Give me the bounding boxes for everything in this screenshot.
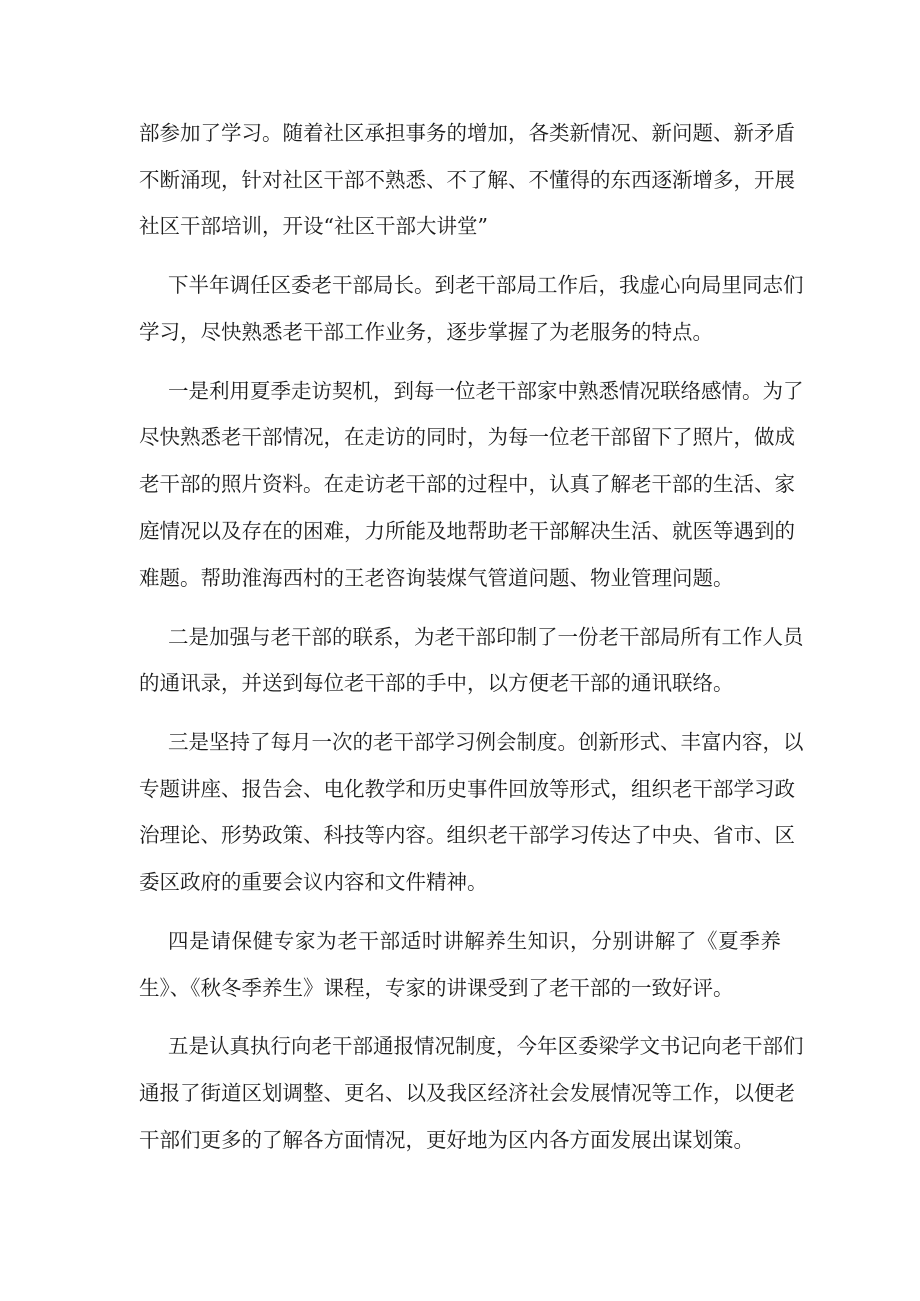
paragraph-6-line-1: 四是请保健专家为老干部适时讲解养生知识，分别讲解了《夏季养	[168, 929, 781, 953]
paragraph-3-line-2: 尽快熟悉老干部情况，在走访的同时，为每一位老干部留下了照片，做成	[139, 425, 795, 449]
paragraph-6-line-2: 生》、《秋冬季养生》课程，专家的讲课受到了老干部的一致好评。	[139, 976, 734, 1000]
paragraph-2-line-2: 学习，尽快熟悉老干部工作业务，逐步掌握了为老服务的特点。	[139, 320, 713, 344]
paragraph-4-line-1: 二是加强与老干部的联系，为老干部印制了一份老干部局所有工作人员	[168, 625, 804, 649]
paragraph-1-line-1: 部参加了学习。随着社区承担事务的增加，各类新情况、新问题、新矛盾	[139, 121, 795, 145]
paragraph-3-line-4: 庭情况以及存在的困难，力所能及地帮助老干部解决生活、就医等遇到的	[139, 519, 795, 543]
paragraph-5-line-1: 三是坚持了每月一次的老干部学习例会制度。创新形式、丰富内容，以	[168, 730, 804, 754]
paragraph-4-line-2: 的通讯录，并送到每位老干部的手中，以方便老干部的通讯联络。	[139, 671, 734, 695]
paragraph-2-line-1: 下半年调任区委老干部局长。到老干部局工作后，我虚心向局里同志们	[168, 273, 804, 297]
paragraph-3-line-5: 难题。帮助淮海西村的王老咨询装煤气管道问题、物业管理问题。	[139, 566, 734, 590]
paragraph-5-line-2: 专题讲座、报告会、电化教学和历史事件回放等形式，组织老干部学习政	[139, 777, 795, 801]
paragraph-5-line-4: 委区政府的重要会议内容和文件精神。	[139, 870, 488, 894]
paragraph-7-line-2: 通报了街道区划调整、更名、以及我区经济社会发展情况等工作，以便老	[139, 1081, 795, 1105]
paragraph-1-line-2: 不断涌现，针对社区干部不熟悉、不了解、不懂得的东西逐渐增多，开展	[139, 168, 795, 192]
paragraph-7-line-1: 五是认真执行向老干部通报情况制度，今年区委梁学文书记向老干部们	[168, 1034, 804, 1058]
paragraph-7-line-3: 干部们更多的了解各方面情况，更好地为区内各方面发展出谋划策。	[139, 1128, 754, 1152]
paragraph-3-line-3: 老干部的照片资料。在走访老干部的过程中，认真了解老干部的生活、家	[139, 472, 795, 496]
paragraph-3-line-1: 一是利用夏季走访契机，到每一位老干部家中熟悉情况联络感情。为了	[168, 379, 804, 403]
paragraph-1-line-3: 社区干部培训，开设“社区干部大讲堂”	[139, 214, 488, 238]
paragraph-5-line-3: 治理论、形势政策、科技等内容。组织老干部学习传达了中央、省市、区	[139, 823, 795, 847]
